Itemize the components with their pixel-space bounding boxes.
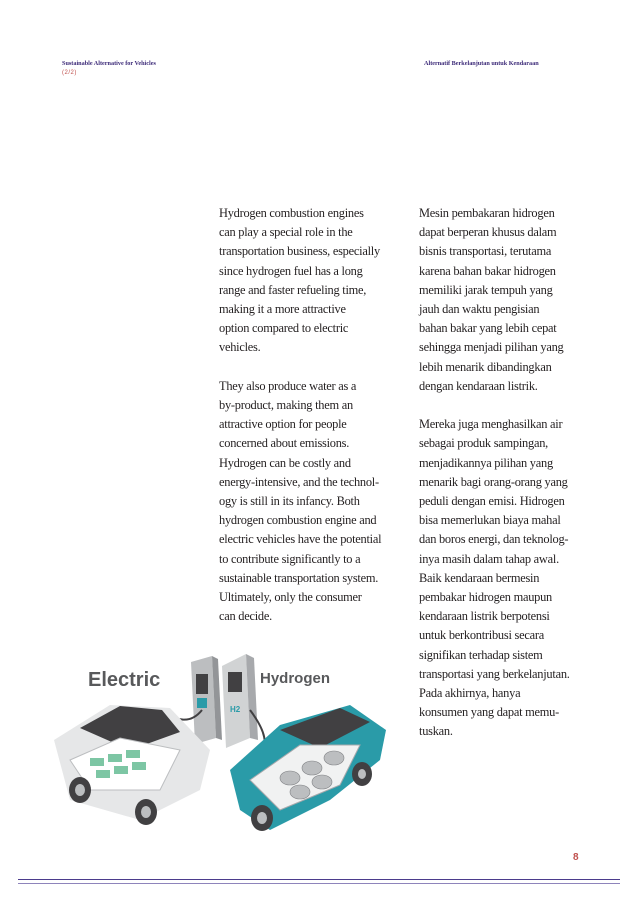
text-line: Ultimately, only the consumer <box>219 590 362 605</box>
text-line: making it a more attractive <box>219 302 346 317</box>
english-paragraph-1 <box>219 204 389 358</box>
text-line: can play a special role in the <box>219 225 353 240</box>
text-line: concerned about emissions. <box>219 436 350 451</box>
text-line: by-product, making them an <box>219 398 353 413</box>
text-line: can decide. <box>219 609 272 624</box>
text-line: pembakar hidrogen maupun <box>419 590 553 605</box>
indonesian-column <box>419 204 599 761</box>
hydrogen-label: Hydrogen <box>260 670 331 687</box>
text-line: signifikan terhadap sistem <box>419 647 543 662</box>
header-left-title: Sustainable Alternative for Vehicles <box>62 60 156 67</box>
text-line: menarik bagi orang-orang yang <box>419 474 568 489</box>
text-line: transportation business, especially <box>219 244 380 259</box>
text-line: untuk berkontribusi secara <box>419 628 544 643</box>
text-line: ogy is still in its infancy. Both <box>219 494 360 509</box>
text-line: jauh dan waktu pengisian <box>419 302 540 317</box>
text-line: transportasi yang berkelanjutan. <box>419 666 570 681</box>
text-line: kendaraan listrik berpotensi <box>419 609 550 624</box>
text-line: Baik kendaraan bermesin <box>419 570 540 585</box>
header-page-indicator: (2/2) <box>62 70 77 76</box>
text-line: electric vehicles have the potential <box>219 532 382 547</box>
english-paragraph-2 <box>219 377 389 627</box>
text-line: since hydrogen fuel has a long <box>219 263 363 278</box>
text-line: dapat berperan khusus dalam <box>419 225 557 240</box>
text-line: hydrogen combustion engine and <box>219 513 377 528</box>
english-column <box>219 204 389 646</box>
text-line: They also produce water as a <box>219 378 357 393</box>
text-line: Hydrogen can be costly and <box>219 455 351 470</box>
indonesian-paragraph-1 <box>419 204 599 396</box>
text-line: range and faster refueling time, <box>219 282 367 297</box>
page-number: 8 <box>573 852 579 863</box>
text-line: bahan bakar yang lebih cepat <box>419 321 557 336</box>
electric-label: Electric <box>88 669 161 691</box>
electric-vs-hydrogen-illustration <box>50 650 390 835</box>
text-line: menjadikannya pilihan yang <box>419 455 553 470</box>
text-line: sehingga menjadi pilihan yang <box>419 340 564 355</box>
text-line: inya masih dalam tahap awal. <box>419 551 559 566</box>
electric-car-icon <box>54 705 210 825</box>
text-line: sustainable transportation system. <box>219 570 379 585</box>
text-line: sebagai produk sampingan, <box>419 436 548 451</box>
text-line: konsumen yang dapat memu- <box>419 705 559 720</box>
hydrogen-pump-icon <box>222 654 265 760</box>
footer-rule-secondary <box>18 883 620 884</box>
text-line: to contribute significantly to a <box>219 551 361 566</box>
header-right-title: Alternatif Berkelanjutan untuk Kendaraan <box>424 60 539 67</box>
text-line: Mereka juga menghasilkan air <box>419 417 563 432</box>
text-line: tuskan. <box>419 724 453 739</box>
text-line: attractive option for people <box>219 417 347 432</box>
text-line: memiliki jarak tempuh yang <box>419 282 553 297</box>
indonesian-paragraph-2 <box>419 415 599 741</box>
text-line: option compared to electric <box>219 321 349 336</box>
text-line: energy-intensive, and the technol- <box>219 474 379 489</box>
h2-badge: H2 <box>230 705 241 714</box>
text-line: Pada akhirnya, hanya <box>419 686 521 701</box>
text-line: Mesin pembakaran hidrogen <box>419 206 555 220</box>
text-line: vehicles. <box>219 340 261 355</box>
text-line: karena bahan bakar hidrogen <box>419 263 556 278</box>
text-line: bisnis transportasi, terutama <box>419 244 552 259</box>
text-line: bisa memerlukan biaya mahal <box>419 513 561 528</box>
text-line: Hydrogen combustion engines <box>219 206 364 220</box>
text-line: dengan kendaraan listrik. <box>419 378 538 393</box>
text-line: dan boros energi, dan teknolog- <box>419 532 569 547</box>
text-line: peduli dengan emisi. Hidrogen <box>419 494 565 509</box>
footer-rule <box>18 879 620 880</box>
text-line: lebih menarik dibandingkan <box>419 359 552 374</box>
